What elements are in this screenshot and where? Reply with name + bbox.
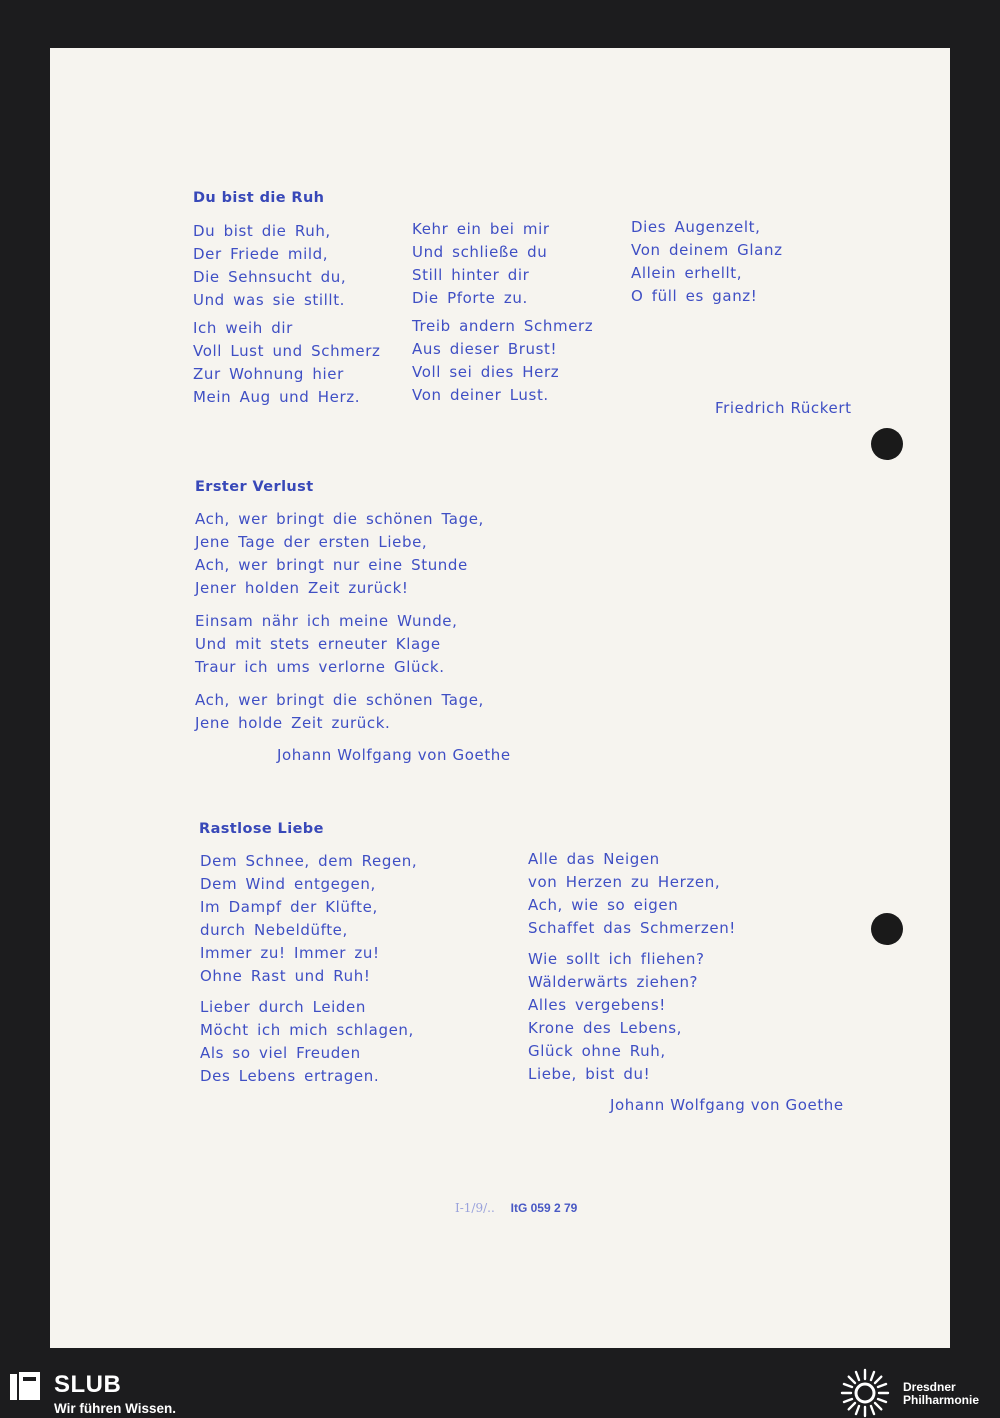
verse-line: Die Pforte zu. (412, 289, 528, 307)
verse-line: Krone des Lebens, (528, 1019, 683, 1037)
verse-line: durch Nebeldüfte, (200, 921, 348, 939)
verse-line: Glück ohne Ruh, (528, 1042, 666, 1060)
verse-line: Liebe, bist du! (528, 1065, 651, 1083)
verse-line: Immer zu! Immer zu! (200, 944, 380, 962)
poem-title: Rastlose Liebe (199, 821, 324, 837)
stanza (200, 996, 417, 1088)
stanza (631, 216, 783, 308)
verse-line: Von deiner Lust. (412, 386, 549, 404)
verse-line: Von deinem Glanz (631, 241, 783, 259)
stanza (528, 948, 736, 1086)
poem-column (412, 218, 593, 407)
poem-title: Erster Verlust (195, 479, 314, 495)
poem-column (193, 220, 381, 409)
philharmonie-line1: Dresdner (903, 1380, 956, 1394)
poem-author: Johann Wolfgang von Goethe (610, 1096, 844, 1114)
stanza (195, 508, 484, 600)
verse-line: Voll sei dies Herz (412, 363, 560, 381)
verse-line: Mein Aug und Herz. (193, 388, 361, 406)
slub-logo-icon (10, 1372, 40, 1400)
poem-title: Du bist die Ruh (193, 190, 325, 206)
verse-line: Des Lebens ertragen. (200, 1067, 380, 1085)
print-code-main: ItG 059 2 79 (510, 1201, 578, 1215)
stanza (193, 317, 381, 409)
verse-line: Und was sie stillt. (193, 291, 346, 309)
poem-author: Johann Wolfgang von Goethe (277, 746, 511, 764)
print-code-faint: I-1/9/.. (455, 1201, 495, 1215)
verse-line: Ich weih dir (193, 319, 293, 337)
punch-hole (871, 428, 903, 460)
verse-line: Kehr ein bei mir (412, 220, 550, 238)
verse-line: Aus dieser Brust! (412, 340, 558, 358)
verse-line: Alles vergebens! (528, 996, 666, 1014)
verse-line: Still hinter dir (412, 266, 530, 284)
stanza (412, 315, 593, 407)
verse-line: Als so viel Freuden (200, 1044, 361, 1062)
verse-line: Möcht ich mich schlagen, (200, 1021, 414, 1039)
verse-line: Ach, wer bringt nur eine Stunde (195, 556, 468, 574)
stanza (195, 689, 484, 735)
philharmonie-name (903, 1381, 979, 1407)
verse-line: Jene Tage der ersten Liebe, (195, 533, 428, 551)
verse-line: Dies Augenzelt, (631, 218, 761, 236)
verse-line: Jene holde Zeit zurück. (195, 714, 391, 732)
verse-line: Lieber durch Leiden (200, 998, 366, 1016)
stanza (412, 218, 593, 310)
verse-line: Und mit stets erneuter Klage (195, 635, 441, 653)
verse-line: von Herzen zu Herzen, (528, 873, 721, 891)
stanza (193, 220, 381, 312)
philharmonie-line2: Philharmonie (903, 1393, 980, 1407)
verse-line: Du bist die Ruh, (193, 222, 331, 240)
stanza (528, 848, 736, 940)
verse-line: Ach, wie so eigen (528, 896, 679, 914)
verse-line: Im Dampf der Klüfte, (200, 898, 378, 916)
verse-line: Und schließe du (412, 243, 548, 261)
verse-line: Ach, wer bringt die schönen Tage, (195, 691, 484, 709)
poem-column (631, 216, 783, 308)
poem-column (200, 850, 417, 1088)
slub-name: SLUB (54, 1371, 122, 1398)
poem-column (528, 848, 736, 1086)
verse-line: Treib andern Schmerz (412, 317, 594, 335)
punch-hole (871, 913, 903, 945)
verse-line: Zur Wohnung hier (193, 365, 344, 383)
poem-author: Friedrich Rückert (715, 399, 852, 417)
document-page (50, 48, 950, 1348)
verse-line: Der Friede mild, (193, 245, 329, 263)
stanza (195, 610, 484, 679)
verse-line: Wälderwärts ziehen? (528, 973, 699, 991)
verse-line: Jener holden Zeit zurück! (195, 579, 409, 597)
verse-line: Wie sollt ich fliehen? (528, 950, 705, 968)
philharmonie-logo-icon (840, 1368, 890, 1418)
verse-line: Dem Wind entgegen, (200, 875, 376, 893)
verse-line: Die Sehnsucht du, (193, 268, 347, 286)
verse-line: Dem Schnee, dem Regen, (200, 852, 418, 870)
verse-line: Ach, wer bringt die schönen Tage, (195, 510, 484, 528)
stanza (200, 850, 417, 988)
verse-line: Ohne Rast und Ruh! (200, 967, 371, 985)
verse-line: Traur ich ums verlorne Glück. (195, 658, 445, 676)
verse-line: Alle das Neigen (528, 850, 660, 868)
poem-column (195, 508, 484, 735)
print-code (455, 1201, 577, 1215)
verse-line: Einsam nähr ich meine Wunde, (195, 612, 458, 630)
slub-tagline: Wir führen Wissen. (54, 1401, 177, 1416)
footer-bar (0, 1358, 1000, 1418)
verse-line: Schaffet das Schmerzen! (528, 919, 736, 937)
verse-line: Voll Lust und Schmerz (193, 342, 381, 360)
verse-line: O füll es ganz! (631, 287, 758, 305)
verse-line: Allein erhellt, (631, 264, 743, 282)
